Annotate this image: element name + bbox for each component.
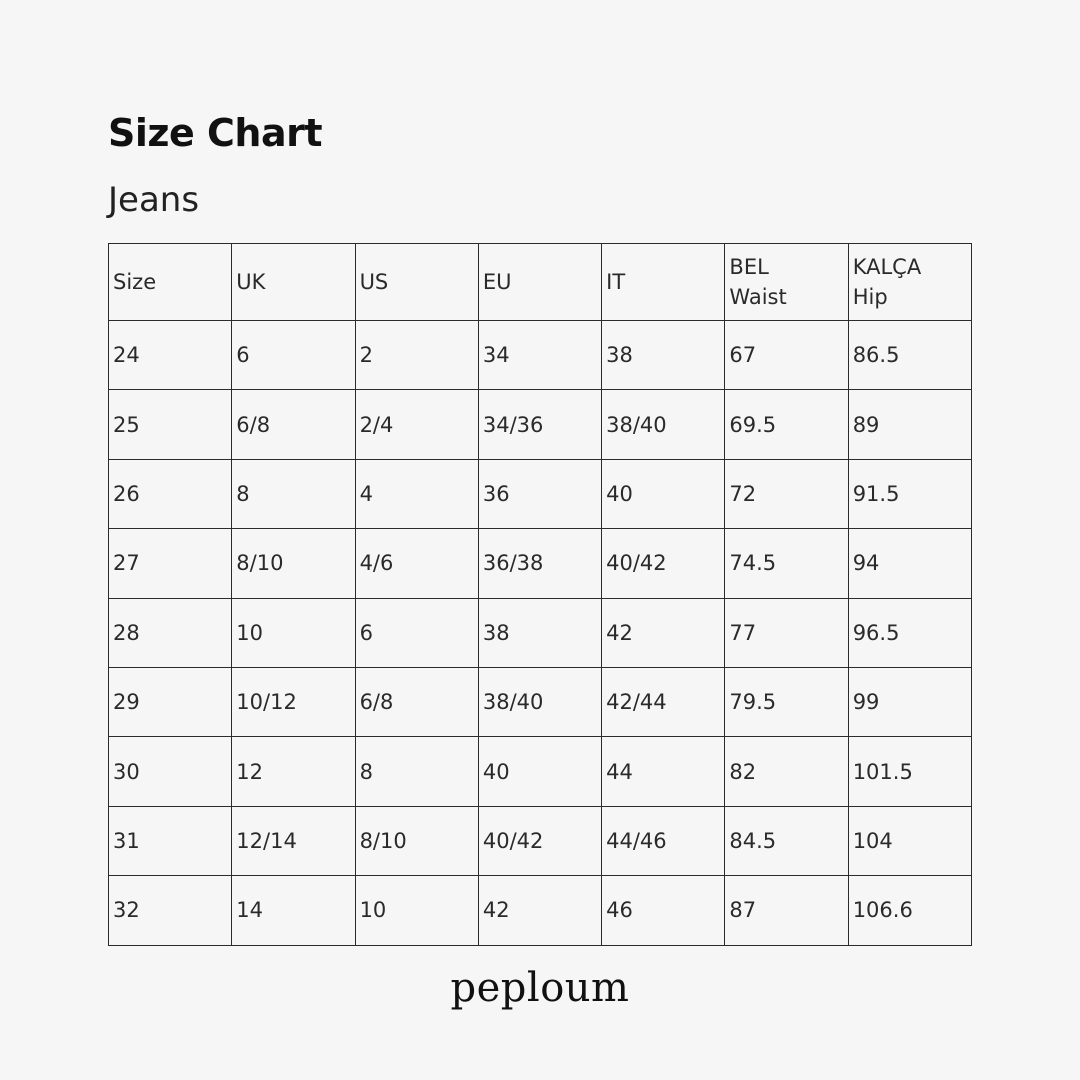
header-label: US bbox=[359, 270, 389, 294]
table-cell-waist: 72 bbox=[725, 459, 848, 528]
table-cell-it: 42/44 bbox=[602, 667, 725, 736]
table-cell-hip: 91.5 bbox=[848, 459, 971, 528]
table-cell-eu: 36/38 bbox=[478, 529, 601, 598]
table-cell-it: 42 bbox=[602, 598, 725, 667]
header-label: IT bbox=[606, 270, 626, 294]
table-cell-it: 44 bbox=[602, 737, 725, 806]
table-cell-waist: 74.5 bbox=[725, 529, 848, 598]
table-cell-hip: 106.6 bbox=[848, 876, 971, 945]
table-cell-uk: 10/12 bbox=[232, 667, 355, 736]
table-cell-uk: 12/14 bbox=[232, 806, 355, 875]
table-cell-us: 8 bbox=[355, 737, 478, 806]
table-row bbox=[109, 806, 972, 875]
table-cell-hip: 89 bbox=[848, 390, 971, 459]
table-row bbox=[109, 459, 972, 528]
table-cell-eu: 38 bbox=[478, 598, 601, 667]
table-cell-size: 26 bbox=[109, 459, 232, 528]
table-row bbox=[109, 667, 972, 736]
header-label-secondary: Hip bbox=[852, 285, 888, 309]
table-cell-uk: 8/10 bbox=[232, 529, 355, 598]
table-cell-eu: 34 bbox=[478, 321, 601, 390]
table-cell-eu: 42 bbox=[478, 876, 601, 945]
page-title: Size Chart bbox=[108, 111, 323, 155]
table-cell-waist: 77 bbox=[725, 598, 848, 667]
table-cell-eu: 40 bbox=[478, 737, 601, 806]
table-header bbox=[109, 244, 972, 321]
table-cell-waist: 69.5 bbox=[725, 390, 848, 459]
table-cell-it: 38/40 bbox=[602, 390, 725, 459]
table-cell-size: 25 bbox=[109, 390, 232, 459]
header-label: BEL bbox=[729, 255, 769, 279]
table-cell-uk: 8 bbox=[232, 459, 355, 528]
table-cell-uk: 10 bbox=[232, 598, 355, 667]
header-label: UK bbox=[236, 270, 266, 294]
table-cell-eu: 36 bbox=[478, 459, 601, 528]
table-cell-hip: 101.5 bbox=[848, 737, 971, 806]
header-label: Size bbox=[113, 270, 157, 294]
page-subtitle: Jeans bbox=[108, 180, 200, 220]
header-cell-waist bbox=[725, 244, 848, 321]
table-row bbox=[109, 529, 972, 598]
header-cell-size bbox=[109, 244, 232, 321]
table-cell-size: 30 bbox=[109, 737, 232, 806]
table-row bbox=[109, 321, 972, 390]
header-label: KALÇA bbox=[852, 255, 922, 279]
header-label: EU bbox=[482, 270, 512, 294]
table-cell-us: 4 bbox=[355, 459, 478, 528]
table-cell-hip: 96.5 bbox=[848, 598, 971, 667]
table-cell-waist: 82 bbox=[725, 737, 848, 806]
table-cell-uk: 6 bbox=[232, 321, 355, 390]
header-cell-hip bbox=[848, 244, 971, 321]
table-cell-uk: 14 bbox=[232, 876, 355, 945]
table-cell-waist: 84.5 bbox=[725, 806, 848, 875]
table-cell-us: 2/4 bbox=[355, 390, 478, 459]
table-cell-size: 32 bbox=[109, 876, 232, 945]
table-cell-uk: 6/8 bbox=[232, 390, 355, 459]
table-cell-it: 40/42 bbox=[602, 529, 725, 598]
table-cell-us: 6/8 bbox=[355, 667, 478, 736]
table-cell-us: 2 bbox=[355, 321, 478, 390]
size-chart-table bbox=[108, 243, 972, 946]
table-cell-hip: 94 bbox=[848, 529, 971, 598]
brand-logo: peploum bbox=[450, 965, 630, 1011]
header-cell-eu bbox=[478, 244, 601, 321]
table-row bbox=[109, 390, 972, 459]
header-cell-it bbox=[602, 244, 725, 321]
table-cell-it: 46 bbox=[602, 876, 725, 945]
table-cell-us: 4/6 bbox=[355, 529, 478, 598]
table-cell-it: 38 bbox=[602, 321, 725, 390]
table-cell-size: 27 bbox=[109, 529, 232, 598]
table-cell-eu: 38/40 bbox=[478, 667, 601, 736]
table-row bbox=[109, 737, 972, 806]
table-cell-us: 6 bbox=[355, 598, 478, 667]
header-label-secondary: Waist bbox=[729, 285, 787, 309]
table-cell-hip: 104 bbox=[848, 806, 971, 875]
header-cell-us bbox=[355, 244, 478, 321]
table-cell-waist: 87 bbox=[725, 876, 848, 945]
table-body bbox=[109, 321, 972, 946]
header-row bbox=[109, 244, 972, 321]
table-row bbox=[109, 876, 972, 945]
table-cell-uk: 12 bbox=[232, 737, 355, 806]
table-cell-hip: 86.5 bbox=[848, 321, 971, 390]
table-cell-waist: 67 bbox=[725, 321, 848, 390]
table-cell-waist: 79.5 bbox=[725, 667, 848, 736]
table-cell-size: 28 bbox=[109, 598, 232, 667]
table-cell-size: 29 bbox=[109, 667, 232, 736]
table-cell-it: 44/46 bbox=[602, 806, 725, 875]
header-cell-uk bbox=[232, 244, 355, 321]
table-cell-eu: 40/42 bbox=[478, 806, 601, 875]
table-cell-it: 40 bbox=[602, 459, 725, 528]
table-cell-eu: 34/36 bbox=[478, 390, 601, 459]
table-cell-size: 31 bbox=[109, 806, 232, 875]
table-cell-size: 24 bbox=[109, 321, 232, 390]
table-cell-us: 10 bbox=[355, 876, 478, 945]
table-cell-hip: 99 bbox=[848, 667, 971, 736]
table-row bbox=[109, 598, 972, 667]
table-cell-us: 8/10 bbox=[355, 806, 478, 875]
